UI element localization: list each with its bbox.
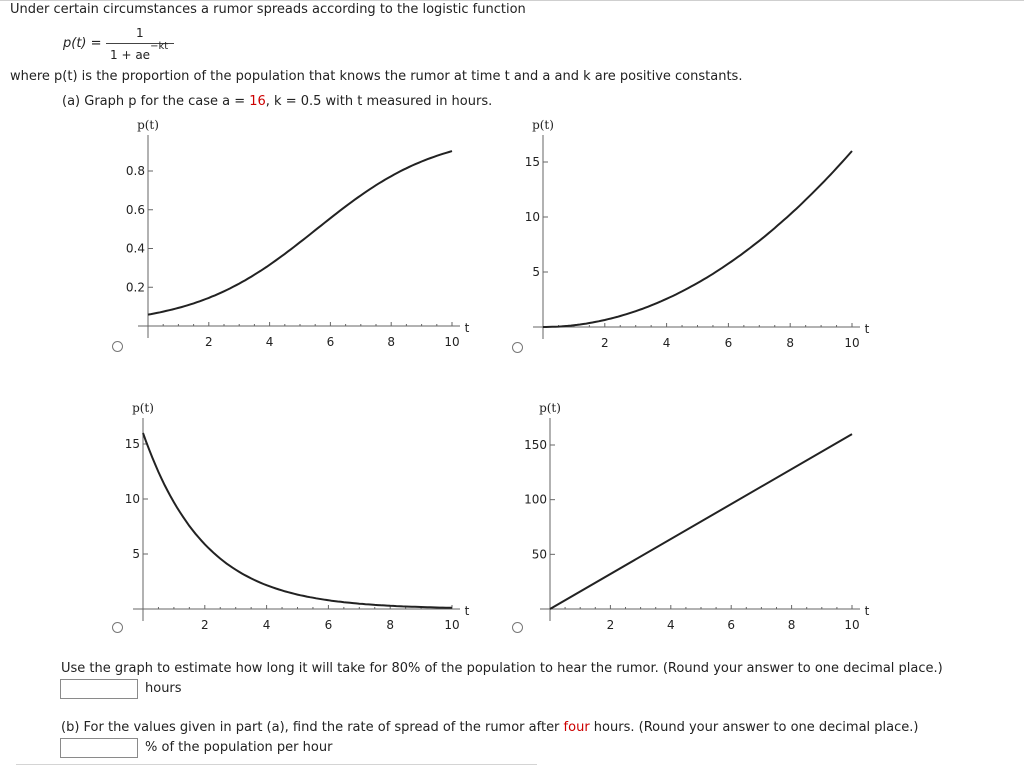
graph-3 [133,418,460,621]
y-axis-label: p(t) [532,118,554,132]
radio-option-4[interactable] [512,622,523,633]
y-axis-label: p(t) [137,118,159,132]
y-tick-label: 100 [524,492,547,507]
y-tick-label: 10 [524,210,540,224]
radio-option-3[interactable] [112,622,123,633]
curve-series [550,434,852,609]
x-tick-label: 2 [200,618,209,632]
curve-series [148,151,452,315]
radio-option-1[interactable] [112,341,123,352]
intro-text: Under certain circumstances a rumor spreads according to the logistic function [10,2,526,17]
x-tick-label: 4 [666,618,675,632]
four-highlight: four [563,720,590,735]
rate-unit-label: % of the population per hour [145,740,333,755]
x-axis-label: t [464,604,470,618]
x-tick-label: 6 [727,618,736,632]
question-2-text: (b) For the values given in part (a), find the rate of spread of the rumor after four hours. (Round your answer to one decimal place.) [61,720,919,735]
x-tick-label: 8 [786,336,795,350]
x-tick-label: 10 [444,618,460,632]
x-tick-label: 4 [265,335,274,349]
x-axis-label: t [464,321,470,335]
function-lhs: p(t) = [63,36,102,51]
y-tick-label: 5 [532,265,540,279]
curve-series [143,433,452,608]
x-tick-label: 8 [386,618,395,632]
y-tick-label: 0.6 [125,202,145,217]
x-tick-label: 6 [326,335,335,349]
x-tick-label: 10 [844,336,860,350]
graph-1 [138,135,460,338]
bottom-divider [16,764,537,765]
hours-answer-input[interactable] [60,679,138,699]
y-tick-label: 0.8 [125,164,145,178]
y-axis-label: p(t) [539,401,561,415]
y-tick-label: 150 [524,438,547,452]
x-tick-label: 4 [262,618,271,632]
question-1-text: Use the graph to estimate how long it will take for 80% of the population to hear the rumor. (Round your answer to one decimal place.) [61,661,943,676]
fraction-numerator: 1 [136,26,144,40]
x-tick-label: 10 [444,335,460,349]
curve-series [543,151,852,327]
y-tick-label: 50 [531,547,547,562]
x-axis-label: t [864,322,870,336]
x-tick-label: 8 [787,618,796,632]
y-tick-label: 15 [124,437,140,451]
y-tick-label: 10 [124,492,140,506]
y-tick-label: 0.2 [125,280,145,295]
y-axis-label: p(t) [132,401,154,415]
fraction-denominator: $1 + ae^{-kt}$ [110,41,169,62]
x-axis-label: t [864,604,870,618]
a-value: 16 [249,94,266,109]
where-text: where p(t) is the proportion of the population that knows the rumor at time t and a and k are positive constants. [10,69,743,84]
x-tick-label: 2 [600,336,609,350]
graph-4 [540,418,860,621]
rate-answer-input[interactable] [60,738,138,758]
x-tick-label: 2 [204,335,213,349]
x-tick-label: 4 [662,336,671,350]
x-tick-label: 6 [324,618,333,632]
y-tick-label: 0.4 [125,241,145,256]
hours-unit-label: hours [145,681,182,696]
y-tick-label: 5 [132,547,140,561]
graph-2 [533,135,860,339]
y-tick-label: 15 [524,155,540,169]
radio-option-2[interactable] [512,342,523,353]
x-tick-label: 6 [724,336,733,350]
x-tick-label: 2 [606,618,615,632]
x-tick-label: 10 [844,618,860,632]
part-a-text: (a) Graph p for the case a = 16, k = 0.5 with t measured in hours. [62,94,493,109]
x-tick-label: 8 [387,335,396,349]
